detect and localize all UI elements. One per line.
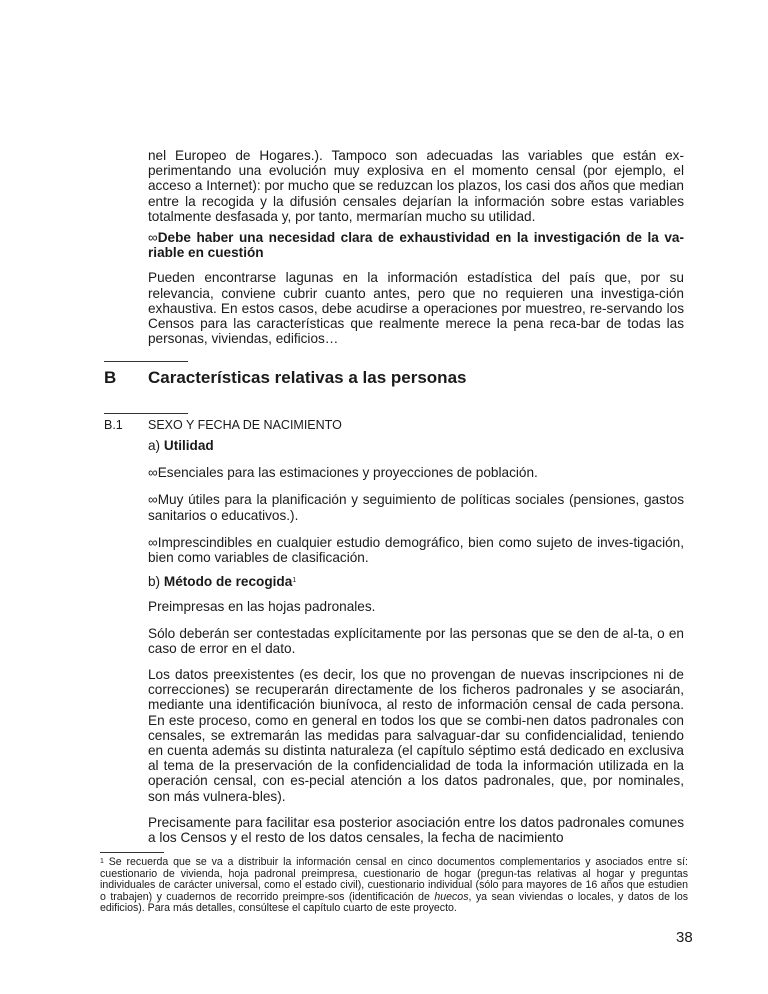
metodo-paragraph: Precisamente para facilitar esa posterior asociación entre los datos padronales comunes a los Censos y el resto de los datos censales, la fecha de nacimiento — [148, 814, 684, 846]
section-title: Características relativas a las personas — [148, 368, 467, 387]
page-number: 38 — [676, 929, 693, 946]
subsection-divider — [104, 413, 188, 414]
section-divider — [104, 361, 188, 362]
footnote: $^1$ Se recuerda que se va a distribuir la información censal en cinco documentos complementarios y asociados entre sí: cuestionario de vivienda, hoja padronal preimpresa, cuestionario de hogar (pregun-tas relativas al hogar y preguntas individuales de carácter universal, como el estado civil), cuestionario individual (sólo para mayores de 16 años que estudien o trabajen) y cuadernos de recorrido preimpre-sos (identificación de huecos, ya sean viviendas o locales, y datos de los edificios). Para más detalles, consúltese el capítulo cuarto de este proyecto. — [100, 856, 689, 914]
metodo-paragraph: Sólo deberán ser contestadas explícitamente por las personas que se den de al-ta, o en caso de error en el dato. — [148, 625, 684, 656]
metodo-paragraph: Los datos preexistentes (es decir, los que no provengan de nuevas inscripciones ni de correcciones) se recuperarán directamente de los ficheros padronales y se asociarán, mediante una identificación biunívoca, al resto de información censal de cada persona. En este proceso, como en general en todos los que se combi-nen datos padronales con censales, se extremarán las medidas para salvaguar-dar su confidencialidad, teniendo en cuenta además su distinta naturaleza (el capítulo séptimo está dedicado en exclusiva al tema de la preservación de la confidencialidad de toda la información utilizada en la operación censal, con es-pecial atención a los datos padronales, que, por nominales, son más vulnera-bles). — [148, 667, 684, 804]
criterion-heading: ∞Debe haber una necesidad clara de exhaustividad en la investigación de la va-riable en cuestión — [148, 230, 684, 261]
utilidad-bullet: ∞Muy útiles para la planificación y seguimiento de políticas sociales (pensiones, gastos sanitarios o educativos.). — [148, 492, 684, 523]
utilidad-bullet: ∞Esenciales para las estimaciones y proyecciones de población. — [148, 465, 538, 481]
utilidad-block — [148, 438, 684, 845]
footnote-reference[interactable]: 1 — [292, 577, 297, 585]
continued-paragraph-block — [148, 148, 684, 224]
utilidad-bullet: ∞Imprescindibles en cualquier estudio demográfico, bien como sujeto de inves-tigación, bien como variables de clasificación. — [148, 534, 684, 566]
infinity-bullet-icon: ∞ — [148, 465, 158, 481]
utilidad-heading: a) Utilidad — [148, 438, 214, 453]
footnote-divider — [100, 852, 164, 853]
footnote-marker: 1 — [100, 858, 104, 865]
criterion-text: Pueden encontrarse lagunas en la información estadística del país que, por su relevancia, conviene cubrir cuanto antes, pero que no requieren una investiga-ción exhaustiva. En estos casos, debe acudirse a operaciones por muestreo, re-servando los Censos para las características que realmente merece la pena reca-bar de todas las personas, viviendas, edificios… — [148, 270, 684, 347]
infinity-bullet-icon: ∞ — [148, 230, 158, 245]
continued-paragraph: nel Europeo de Hogares.). Tampoco son adecuadas las variables que están ex-perimentando una evolución muy explosiva en el momento censal (por ejemplo, el acceso a Internet): por mucho que se reduzcan los plazos, los casi dos años que median entre la recogida y la difusión censales dejarían la información sobre estas variables totalmente desfasada y, por tanto, mermarían mucho su utilidad. — [148, 148, 684, 224]
criterion-block — [148, 230, 684, 346]
section-letter: B — [104, 368, 117, 387]
infinity-bullet-icon: ∞ — [148, 492, 158, 508]
infinity-bullet-icon: ∞ — [148, 534, 158, 550]
subsection-number: B.1 — [104, 418, 123, 432]
subsection-title: SEXO Y FECHA DE NACIMIENTO — [148, 418, 342, 432]
metodo-heading: b) Método de recogida$^1$ — [148, 574, 297, 590]
metodo-paragraph: Preimpresas en las hojas padronales. — [148, 599, 376, 615]
